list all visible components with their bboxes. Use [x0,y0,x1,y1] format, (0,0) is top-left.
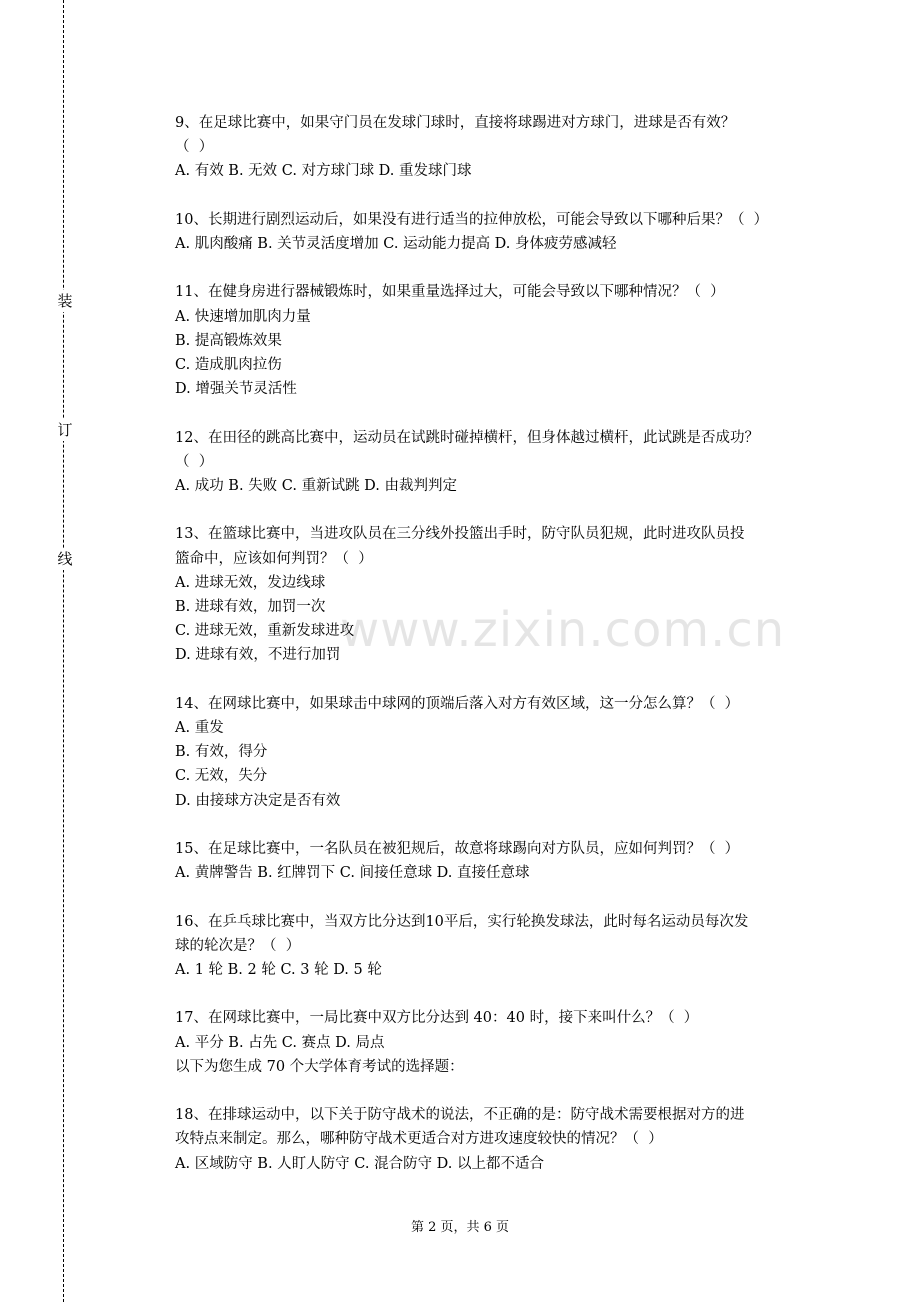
question-text: 9、在足球比赛中，如果守门员在发球门球时，直接将球踢进对方球门，进球是否有效？ [175,115,736,131]
answer-options: A. 成功 B. 失败 C. 重新试跳 D. 由裁判判定 [175,478,458,494]
question-text: 篮命中，应该如何判罚？（ ） [175,550,373,567]
answer-options: C. 进球无效，重新发球进攻 [175,623,355,640]
question-list [175,111,815,1176]
answer-options: B. 提高锻炼效果 [175,332,282,349]
question-gap [175,184,815,208]
question-block [175,837,815,885]
question-block [175,910,815,983]
answer-options: A. 黄牌警告 B. 红牌罚下 C. 间接任意球 D. 直接任意球 [175,865,530,882]
question-gap [175,668,815,692]
question-block [175,280,815,401]
question-text: 10、长期进行剧烈运动后，如果没有进行适当的拉伸放松，可能会导致以下哪种后果？（ ） [175,211,769,228]
question-block [175,522,815,667]
answer-options: A. 进球无效，发边线球 [175,574,326,591]
question-text: 攻特点来制定。那么，哪种防守战术更适合对方进攻速度较快的情况？（ ） [175,1131,663,1148]
question-gap [175,813,815,837]
question-text: 15、在足球比赛中，一名队员在被犯规后，故意将球踢向对方队员，应如何判罚？（ ） [175,841,740,857]
answer-options: A. 重发 [175,720,224,736]
binding-dashed-line [63,0,64,1302]
watermark: www.zixin.com.cn [340,602,786,658]
question-block [175,692,815,813]
question-gap [175,256,815,280]
question-text: 18、在排球运动中，以下关于防守战术的说法，不正确的是：防守战术需要根据对方的进 [175,1107,745,1124]
question-gap [175,401,815,425]
answer-options: D. 由接球方决定是否有效 [175,792,341,809]
binding-label-xian: 线 [57,550,73,568]
answer-options: A. 快速增加肌肉力量 [175,308,311,325]
question-text: 16、在乒乓球比赛中，当双方比分达到10平后，实行轮换发球法，此时每名运动员每次发 [175,913,749,930]
question-text: 球的轮次是？（ ） [175,937,301,954]
question-block [175,111,815,184]
question-block [175,426,815,499]
answer-options: D. 进球有效，不进行加罚 [175,647,341,664]
answer-options: C. 无效，失分 [175,768,268,785]
answer-options: A. 有效 B. 无效 C. 对方球门球 D. 重发球门球 [175,163,472,180]
question-text: 12、在田径的跳高比赛中，运动员在试跳时碰掉横杆，但身体越过横杆，此试跳是否成功？ [175,429,759,446]
question-text: 11、在健身房进行器械锻炼时，如果重量选择过大，可能会导致以下哪种情况？（ ） [175,284,725,301]
question-block [175,208,815,256]
question-text: 17、在网球比赛中，一局比赛中双方比分达到 40：40 时，接下来叫什么？（ ） [175,1010,699,1027]
question-gap [175,885,815,909]
question-gap [175,498,815,522]
answer-options: C. 造成肌肉拉伤 [175,357,282,373]
binding-label-zhuang: 装 [57,292,73,310]
answer-options: B. 有效，得分 [175,744,268,761]
question-text: 13、在篮球比赛中，当进攻队员在三分线外投篮出手时，防守队员犯规，此时进攻队员投 [175,526,745,543]
question-block [175,1006,815,1079]
answer-options: 以下为您生成 70 个大学体育考试的选择题： [175,1058,464,1075]
answer-options: B. 进球有效，加罚一次 [175,599,326,615]
question-gap [175,1079,815,1103]
question-block [175,1103,815,1176]
page-footer: 第 2 页，共 6 页 [410,1220,510,1235]
answer-options: D. 增强关节灵活性 [175,381,297,398]
question-text: 14、在网球比赛中，如果球击中球网的顶端后落入对方有效区域，这一分怎么算？（ ） [175,695,740,712]
question-text: （ ） [175,453,214,470]
answer-options: A. 平分 B. 占先 C. 赛点 D. 局点 [175,1034,385,1051]
answer-options: A. 1 轮 B. 2 轮 C. 3 轮 D. 5 轮 [175,962,382,978]
answer-options: A. 肌肉酸痛 B. 关节灵活度增加 C. 运动能力提高 D. 身体疲劳感减轻 [175,236,617,252]
question-text: （ ） [175,139,214,156]
binding-label-ding: 订 [57,421,73,439]
answer-options: A. 区域防守 B. 人盯人防守 C. 混合防守 D. 以上都不适合 [175,1155,545,1172]
question-gap [175,982,815,1006]
